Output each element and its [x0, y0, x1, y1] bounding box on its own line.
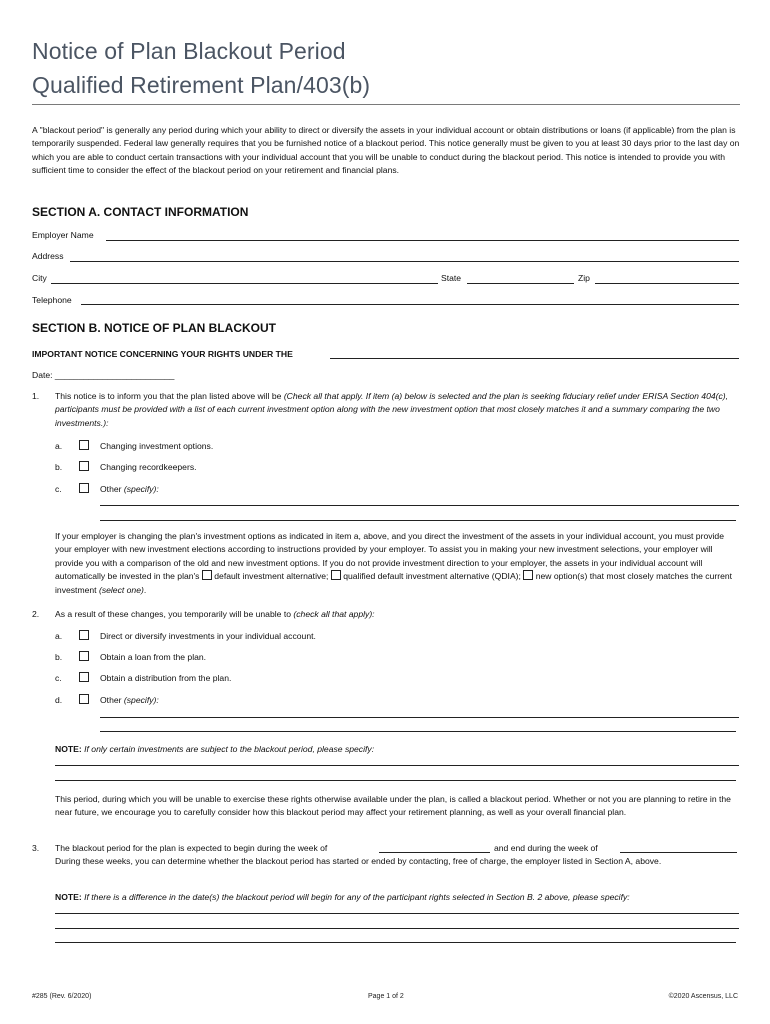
item-1-instructions: (Check all that apply. If item (a) below is selected and the plan is seeking fiduciary relief under ERISA Section 404(c), participants must be provided with a list of each current investment option along with the new investment option that most closely matches it and a summary comparing the two investments.):	[55, 391, 729, 428]
item-3-note-text: If there is a difference in the date(s) the blackout period will begin for any of the participant rights selected in Section B. 2 above, please specify:	[84, 892, 630, 902]
copyright: ©2020 Ascensus, LLC	[668, 993, 738, 1000]
page-number: Page 1 of 2	[368, 993, 404, 1000]
item-2-note	[55, 744, 374, 754]
item-1a-label: Changing investment options.	[100, 441, 214, 451]
item-1-text	[55, 390, 735, 430]
item-3-note-label: NOTE:	[55, 892, 82, 902]
item-1c-checkbox[interactable]	[79, 483, 89, 493]
employer-name-label: Employer Name	[32, 230, 94, 240]
item-2-text	[55, 609, 375, 619]
page-title: Notice of Plan Blackout Period	[32, 38, 346, 64]
city-label: City	[32, 273, 47, 283]
employer-name-field[interactable]	[106, 240, 739, 241]
zip-label: Zip	[578, 273, 590, 283]
item-2b-label: Obtain a loan from the plan.	[100, 652, 207, 662]
new-options-checkbox[interactable]	[523, 570, 533, 580]
item-1c-specify-line-2[interactable]	[100, 520, 736, 521]
qdia-checkbox[interactable]	[331, 570, 341, 580]
form-number: #285 (Rev. 6/2020)	[32, 993, 92, 1000]
item-2c-label: Obtain a distribution from the plan.	[100, 673, 232, 683]
alternative-label: alternative;	[286, 571, 329, 582]
item-3-note-line-2[interactable]	[55, 928, 739, 929]
item-1c-specify-line-1[interactable]	[100, 505, 739, 506]
item-1b-letter: b.	[55, 462, 63, 472]
item-2b-checkbox[interactable]	[79, 651, 89, 661]
item-2d-specify-line-1[interactable]	[100, 717, 739, 718]
item-2-text-plain: As a result of these changes, you temporarily will be unable to	[55, 609, 294, 619]
item-2b-letter: b.	[55, 652, 63, 662]
item-2-note-text: If only certain investments are subject to the blackout period, please specify:	[84, 744, 375, 754]
blackout-begin-week-field[interactable]	[379, 852, 490, 853]
item-1-number: 1.	[32, 391, 40, 401]
item-3-begin-label: The blackout period for the plan is expected to begin during the week of	[55, 843, 328, 853]
state-field[interactable]	[467, 283, 574, 284]
item-2a-label: Direct or diversify investments in your individual account.	[100, 631, 316, 641]
item-3-note-line-1[interactable]	[55, 913, 739, 914]
item-2a-letter: a.	[55, 631, 63, 641]
section-a-heading: SECTION A. CONTACT INFORMATION	[32, 205, 249, 219]
address-field[interactable]	[70, 261, 739, 262]
telephone-label: Telephone	[32, 295, 72, 305]
item-2-note-label: NOTE:	[55, 744, 82, 754]
item-2c-checkbox[interactable]	[79, 672, 89, 682]
item-3-note-line-3[interactable]	[55, 942, 736, 943]
item-2-blackout-paragraph: This period, during which you will be unable to exercise these rights otherwise available under the plan, is called a blackout period. Whether or not you are planning to retire in the near future, we encourage you to carefully consider how this blackout period may affect your retirement planning, as well as your overall financial plan.	[55, 794, 731, 818]
telephone-field[interactable]	[81, 304, 739, 305]
item-1c-label-text: Other	[100, 484, 124, 494]
item-2-instructions: (check all that apply):	[293, 609, 375, 619]
default-investment-label: default investment	[214, 571, 285, 582]
item-2-note-line-2[interactable]	[55, 780, 736, 781]
blackout-end-week-field[interactable]	[620, 852, 737, 853]
address-label: Address	[32, 251, 64, 261]
item-1-text-plain: This notice is to inform you that the plan listed above will be	[55, 391, 284, 401]
item-3-end-label: and end during the week of	[494, 843, 598, 853]
item-1-followup-paragraph	[55, 530, 735, 597]
item-1-period: .	[143, 584, 147, 595]
intro-paragraph: A "blackout period" is generally any period during which your ability to direct or diversify the assets in your individual account or obtain distributions or loans (if applicable) from the plan is temporarily suspended. Federal law generally requires that you be furnished notice of a blackout period. This notice generally must be given to you at least 30 days prior to the last day on which you are able to conduct certain transactions with your individual account that you will be unable to conduct during the blackout period. This notice is intended to provide you with sufficient time to consider the effect of the blackout period on your retirement and financial plans.	[32, 125, 740, 176]
item-2d-checkbox[interactable]	[79, 694, 89, 704]
item-2d-label	[100, 695, 159, 705]
state-label: State	[441, 273, 462, 283]
item-3-number: 3.	[32, 843, 40, 853]
item-1c-label	[100, 484, 159, 494]
item-2-number: 2.	[32, 609, 40, 619]
qdia-label: qualified default investment alternative (QDIA);	[343, 571, 521, 582]
item-2d-specify: (specify):	[123, 695, 159, 705]
default-investment-checkbox[interactable]	[202, 570, 212, 580]
item-1a-checkbox[interactable]	[79, 440, 89, 450]
item-3-note	[55, 892, 630, 902]
section-b-heading: SECTION B. NOTICE OF PLAN BLACKOUT	[32, 321, 276, 335]
item-1b-label: Changing recordkeepers.	[100, 462, 197, 472]
date-field[interactable]: Date: _________________________	[32, 370, 175, 380]
item-1b-checkbox[interactable]	[79, 461, 89, 471]
select-one-label: (select one)	[98, 584, 144, 595]
item-3-text: During these weeks, you can determine whether the blackout period has started or ended by contacting, free of charge, the employer listed in Section A, above.	[55, 856, 662, 866]
item-2-note-line-1[interactable]	[55, 765, 739, 766]
page-subtitle: Qualified Retirement Plan/403(b)	[32, 72, 371, 98]
city-field[interactable]	[51, 283, 438, 284]
item-1c-letter: c.	[55, 484, 62, 494]
item-2c-letter: c.	[55, 673, 62, 683]
item-1c-specify: (specify):	[123, 484, 159, 494]
zip-field[interactable]	[595, 283, 739, 284]
item-2a-checkbox[interactable]	[79, 630, 89, 640]
plan-name-field[interactable]	[330, 358, 739, 359]
new-options-label: new option(s) that most closely matches the current investment	[55, 571, 733, 595]
header-divider	[32, 104, 740, 105]
item-1-followup-text: If your employer is changing the plan's investment options as indicated in item a, above, and you direct the investment of the assets in your individual account, you must provide your employer with new investment elections according to instructions provided by your employer. To assist you in making your new investment selections, your employer will provide you with a comparison of the old and new investment options. If you do not provide investment direction to your employer, the assets in your individual account will automatically be invested in the plan's	[55, 531, 724, 582]
item-2d-specify-line-2[interactable]	[100, 731, 736, 732]
item-1a-letter: a.	[55, 441, 63, 451]
important-notice-label: IMPORTANT NOTICE CONCERNING YOUR RIGHTS UNDER THE	[32, 349, 293, 359]
item-2d-letter: d.	[55, 695, 63, 705]
item-2d-label-text: Other	[100, 695, 124, 705]
